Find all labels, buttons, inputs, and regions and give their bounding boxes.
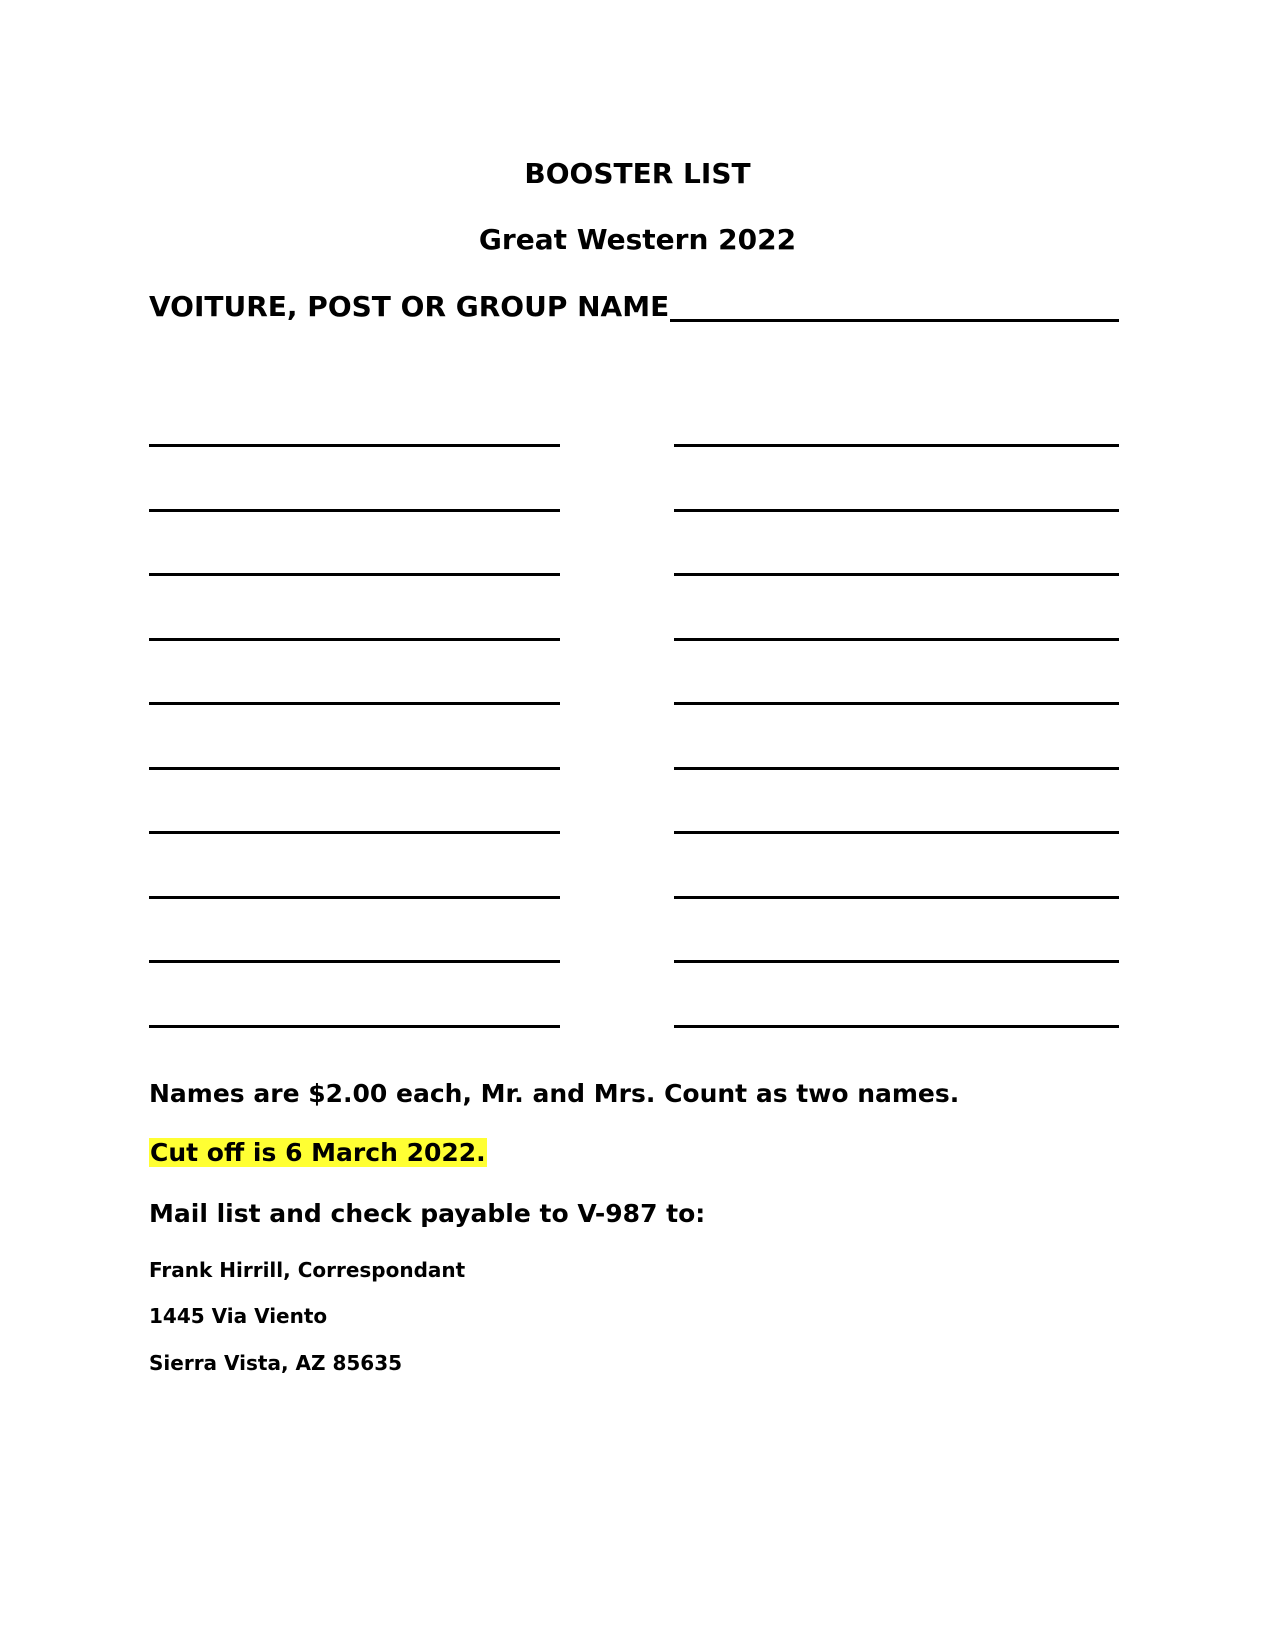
name-blank-line[interactable] bbox=[674, 960, 1119, 963]
group-name-field bbox=[149, 289, 1119, 329]
name-blank-line[interactable] bbox=[149, 831, 560, 834]
name-blank-line[interactable] bbox=[149, 896, 560, 899]
group-name-label: VOITURE, POST OR GROUP NAME bbox=[149, 290, 670, 323]
name-blank-line[interactable] bbox=[674, 831, 1119, 834]
name-blank-line[interactable] bbox=[674, 896, 1119, 899]
name-blank-line[interactable] bbox=[674, 444, 1119, 447]
name-blank-line[interactable] bbox=[674, 638, 1119, 641]
name-blank-line[interactable] bbox=[149, 960, 560, 963]
document-subtitle: Great Western 2022 bbox=[478, 223, 797, 256]
pricing-note: Names are $2.00 each, Mr. and Mrs. Count as two names. bbox=[149, 1079, 960, 1108]
name-blank-line[interactable] bbox=[674, 573, 1119, 576]
name-blank-line[interactable] bbox=[674, 509, 1119, 512]
name-blank-line[interactable] bbox=[149, 1025, 560, 1028]
name-blank-line[interactable] bbox=[149, 509, 560, 512]
group-name-blank-line[interactable] bbox=[670, 319, 1119, 322]
address-city: Sierra Vista, AZ 85635 bbox=[149, 1351, 403, 1375]
name-blank-line[interactable] bbox=[674, 702, 1119, 705]
address-name: Frank Hirrill, Correspondant bbox=[149, 1258, 466, 1282]
name-blank-line[interactable] bbox=[674, 767, 1119, 770]
address-street: 1445 Via Viento bbox=[149, 1304, 328, 1328]
name-blank-line[interactable] bbox=[674, 1025, 1119, 1028]
name-blank-line[interactable] bbox=[149, 444, 560, 447]
document-title: BOOSTER LIST bbox=[524, 157, 751, 190]
cutoff-highlight: Cut off is 6 March 2022. bbox=[150, 1138, 486, 1167]
cutoff-note bbox=[149, 1136, 487, 1170]
mail-instructions: Mail list and check payable to V-987 to: bbox=[149, 1199, 706, 1228]
name-blank-line[interactable] bbox=[149, 702, 560, 705]
name-blank-line[interactable] bbox=[149, 767, 560, 770]
name-blank-line[interactable] bbox=[149, 573, 560, 576]
name-blank-line[interactable] bbox=[149, 638, 560, 641]
